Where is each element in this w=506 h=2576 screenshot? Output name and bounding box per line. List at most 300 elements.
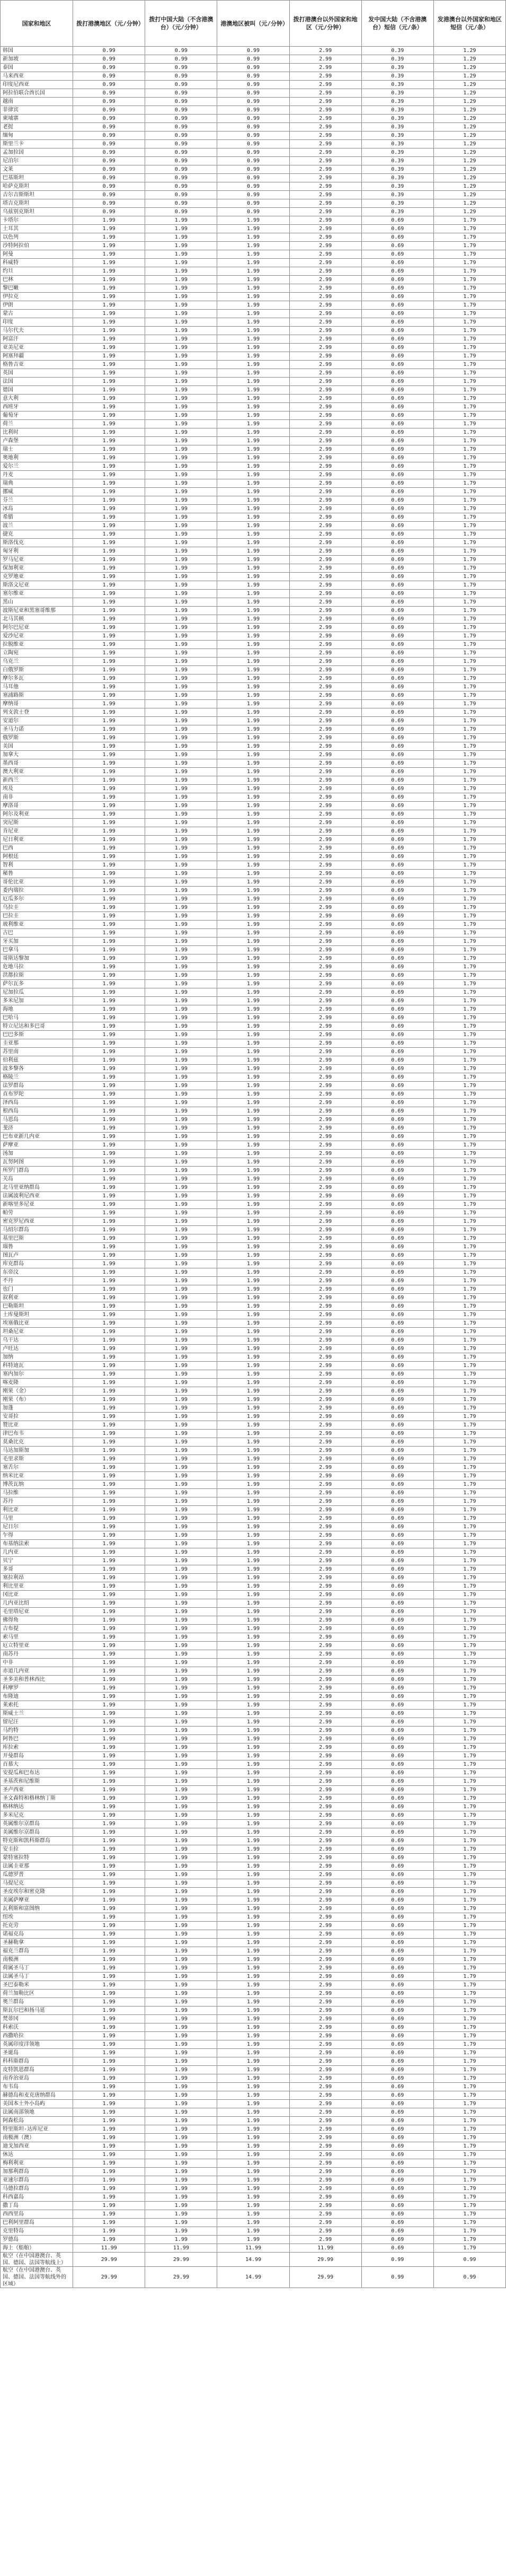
sms-other-countries-cell: 1.79 <box>433 445 505 454</box>
call-other-countries-cell: 2.99 <box>289 2015 361 2023</box>
sms-other-countries-cell: 1.79 <box>433 1523 505 1531</box>
call-other-countries-cell: 2.99 <box>289 1464 361 1472</box>
call-hk-macau-cell: 1.99 <box>73 1285 145 1294</box>
call-mainland-cell: 1.99 <box>145 488 217 496</box>
call-other-countries-cell: 2.99 <box>289 971 361 980</box>
call-mainland-cell: 1.99 <box>145 1837 217 1845</box>
sms-other-countries-cell: 1.79 <box>433 1871 505 1879</box>
region-name-cell: 美属萨摩亚 <box>1 1896 73 1905</box>
incoming-hk-macau-cell: 1.99 <box>217 1964 289 1973</box>
region-name-cell: 帕劳 <box>1 1209 73 1217</box>
region-name-cell: 乌克兰 <box>1 658 73 666</box>
sms-mainland-cell: 0.69 <box>361 1201 433 1209</box>
incoming-hk-macau-cell: 1.99 <box>217 1701 289 1710</box>
sms-mainland-cell: 0.69 <box>361 624 433 632</box>
region-name-cell: 也门 <box>1 1285 73 1294</box>
call-mainland-cell: 1.99 <box>145 1379 217 1387</box>
call-other-countries-cell: 2.99 <box>289 123 361 132</box>
sms-other-countries-cell: 1.79 <box>433 1845 505 1854</box>
call-hk-macau-cell: 1.99 <box>73 2193 145 2202</box>
call-other-countries-cell: 2.99 <box>289 768 361 776</box>
call-hk-macau-cell: 1.99 <box>73 1514 145 1523</box>
call-other-countries-cell: 2.99 <box>289 2185 361 2193</box>
call-hk-macau-cell: 1.99 <box>73 581 145 590</box>
region-name-cell: 几内亚比绍 <box>1 1599 73 1608</box>
sms-other-countries-cell: 1.79 <box>433 641 505 649</box>
call-mainland-cell: 1.99 <box>145 1430 217 1438</box>
table-row <box>1 1871 506 1879</box>
incoming-hk-macau-cell: 1.99 <box>217 1769 289 1777</box>
call-mainland-cell: 0.99 <box>145 140 217 148</box>
call-mainland-cell: 1.99 <box>145 1073 217 1082</box>
call-other-countries-cell: 2.99 <box>289 997 361 1005</box>
call-other-countries-cell: 2.99 <box>289 1871 361 1879</box>
sms-other-countries-cell: 1.79 <box>433 564 505 573</box>
incoming-hk-macau-cell: 1.99 <box>217 870 289 878</box>
call-mainland-cell: 1.99 <box>145 1489 217 1497</box>
table-row <box>1 1769 506 1777</box>
sms-other-countries-cell: 1.79 <box>433 1311 505 1319</box>
call-other-countries-cell: 2.99 <box>289 666 361 674</box>
sms-other-countries-cell: 1.79 <box>433 887 505 895</box>
region-name-cell: 巴基斯坦 <box>1 174 73 182</box>
incoming-hk-macau-cell: 1.99 <box>217 505 289 513</box>
sms-mainland-cell: 0.69 <box>361 2083 433 2091</box>
sms-other-countries-cell: 1.79 <box>433 318 505 327</box>
region-name-cell: 汤加 <box>1 1150 73 1158</box>
call-other-countries-cell: 2.99 <box>289 1116 361 1124</box>
table-row <box>1 1930 506 1939</box>
call-mainland-cell: 1.99 <box>145 2091 217 2100</box>
call-mainland-cell: 1.99 <box>145 827 217 836</box>
call-other-countries-cell: 2.99 <box>289 1879 361 1888</box>
region-name-cell: 阿根廷 <box>1 853 73 861</box>
sms-mainland-cell: 0.39 <box>361 182 433 191</box>
call-other-countries-cell: 2.99 <box>289 802 361 810</box>
region-name-cell: 英属印度洋领地 <box>1 2040 73 2049</box>
table-row <box>1 836 506 844</box>
sms-other-countries-cell: 1.79 <box>433 1319 505 1328</box>
call-other-countries-cell: 2.99 <box>289 1523 361 1531</box>
table-row <box>1 1497 506 1506</box>
sms-other-countries-cell: 1.79 <box>433 1659 505 1667</box>
sms-mainland-cell: 0.69 <box>361 2040 433 2049</box>
table-row <box>1 734 506 742</box>
call-other-countries-cell: 2.99 <box>289 174 361 182</box>
sms-other-countries-cell: 1.79 <box>433 666 505 674</box>
call-other-countries-cell: 2.99 <box>289 216 361 225</box>
region-name-cell: 开曼群岛 <box>1 1752 73 1760</box>
sms-mainland-cell: 0.69 <box>361 1684 433 1693</box>
call-other-countries-cell: 2.99 <box>289 1124 361 1133</box>
table-row <box>1 284 506 293</box>
table-row <box>1 1608 506 1616</box>
table-row <box>1 471 506 479</box>
sms-other-countries-cell: 1.79 <box>433 1540 505 1548</box>
call-hk-macau-cell: 1.99 <box>73 1099 145 1107</box>
region-name-cell: 瑙鲁 <box>1 1243 73 1251</box>
incoming-hk-macau-cell: 0.99 <box>217 148 289 157</box>
sms-mainland-cell: 0.39 <box>361 208 433 216</box>
incoming-hk-macau-cell: 1.99 <box>217 1421 289 1430</box>
call-mainland-cell: 1.99 <box>145 921 217 929</box>
table-row <box>1 1404 506 1413</box>
sms-other-countries-cell: 1.79 <box>433 1277 505 1285</box>
table-row <box>1 140 506 148</box>
sms-mainland-cell: 0.69 <box>361 2159 433 2168</box>
incoming-hk-macau-cell: 1.99 <box>217 2007 289 2015</box>
call-other-countries-cell: 2.99 <box>289 1362 361 1370</box>
table-row <box>1 2091 506 2100</box>
call-other-countries-cell: 2.99 <box>289 887 361 895</box>
call-other-countries-cell: 2.99 <box>289 1913 361 1922</box>
call-mainland-cell: 1.99 <box>145 776 217 785</box>
call-other-countries-cell: 2.99 <box>289 445 361 454</box>
call-hk-macau-cell: 1.99 <box>73 666 145 674</box>
sms-mainland-cell: 0.69 <box>361 522 433 530</box>
sms-other-countries-cell: 1.79 <box>433 971 505 980</box>
call-hk-macau-cell: 1.99 <box>73 1769 145 1777</box>
sms-other-countries-cell: 1.79 <box>433 1192 505 1201</box>
call-other-countries-cell: 2.99 <box>289 1413 361 1421</box>
sms-mainland-cell: 0.69 <box>361 1998 433 2007</box>
region-name-cell: 佛得角 <box>1 1616 73 1625</box>
sms-mainland-cell: 0.39 <box>361 115 433 123</box>
sms-other-countries-cell: 1.79 <box>433 1421 505 1430</box>
sms-mainland-cell: 0.69 <box>361 1905 433 1913</box>
call-hk-macau-cell: 1.99 <box>73 471 145 479</box>
incoming-hk-macau-cell: 1.99 <box>217 573 289 581</box>
call-mainland-cell: 0.99 <box>145 81 217 89</box>
call-mainland-cell: 1.99 <box>145 1243 217 1251</box>
sms-other-countries-cell: 1.79 <box>433 1735 505 1743</box>
incoming-hk-macau-cell: 1.99 <box>217 225 289 233</box>
call-hk-macau-cell: 1.99 <box>73 522 145 530</box>
call-other-countries-cell: 2.99 <box>289 1048 361 1056</box>
call-mainland-cell: 1.99 <box>145 1905 217 1913</box>
region-name-cell: 突尼斯 <box>1 819 73 827</box>
sms-other-countries-cell: 1.79 <box>433 997 505 1005</box>
call-mainland-cell: 1.99 <box>145 1557 217 1565</box>
sms-mainland-cell: 0.69 <box>361 1888 433 1896</box>
region-name-cell: 阿曼 <box>1 250 73 259</box>
region-name-cell: 斯洛文尼亚 <box>1 581 73 590</box>
sms-other-countries-cell: 1.79 <box>433 301 505 310</box>
region-name-cell: 意大利 <box>1 395 73 403</box>
call-mainland-cell: 1.99 <box>145 1201 217 1209</box>
call-mainland-cell: 1.99 <box>145 1404 217 1413</box>
table-row <box>1 259 506 267</box>
call-mainland-cell: 1.99 <box>145 2193 217 2202</box>
sms-mainland-cell: 0.69 <box>361 539 433 547</box>
region-name-cell: 乌拉圭 <box>1 904 73 912</box>
sms-other-countries-cell: 1.79 <box>433 912 505 921</box>
call-hk-macau-cell: 1.99 <box>73 276 145 284</box>
region-name-cell: 多米尼加 <box>1 997 73 1005</box>
incoming-hk-macau-cell: 1.99 <box>217 946 289 954</box>
call-mainland-cell: 1.99 <box>145 836 217 844</box>
sms-mainland-cell: 0.69 <box>361 836 433 844</box>
call-mainland-cell: 1.99 <box>145 700 217 708</box>
sms-other-countries-cell: 1.79 <box>433 2219 505 2227</box>
region-name-cell: 南苏丹 <box>1 1650 73 1659</box>
table-row <box>1 624 506 632</box>
call-hk-macau-cell: 1.99 <box>73 369 145 378</box>
incoming-hk-macau-cell: 1.99 <box>217 615 289 624</box>
region-name-cell: 巴利阿里群岛 <box>1 2219 73 2227</box>
call-hk-macau-cell: 1.99 <box>73 1336 145 1345</box>
sms-other-countries-cell: 1.79 <box>433 1625 505 1633</box>
table-row <box>1 1387 506 1396</box>
call-hk-macau-cell: 1.99 <box>73 310 145 318</box>
sms-other-countries-cell: 1.29 <box>433 115 505 123</box>
table-row <box>1 1455 506 1464</box>
call-mainland-cell: 1.99 <box>145 250 217 259</box>
region-name-cell: 卢旺达 <box>1 1345 73 1353</box>
call-mainland-cell: 1.99 <box>145 1633 217 1642</box>
table-row <box>1 598 506 607</box>
sms-other-countries-cell: 1.79 <box>433 369 505 378</box>
call-mainland-cell: 1.99 <box>145 2185 217 2193</box>
region-name-cell: 圣卢西亚 <box>1 1786 73 1794</box>
sms-mainland-cell: 0.39 <box>361 165 433 174</box>
call-other-countries-cell: 2.99 <box>289 395 361 403</box>
sms-other-countries-cell: 1.79 <box>433 1362 505 1370</box>
sms-other-countries-cell: 1.79 <box>433 2032 505 2040</box>
region-name-cell: 卡塔尔 <box>1 216 73 225</box>
call-mainland-cell: 1.99 <box>145 1777 217 1786</box>
region-name-cell: 哥伦比亚 <box>1 878 73 887</box>
call-hk-macau-cell: 1.99 <box>73 1811 145 1820</box>
call-hk-macau-cell: 1.99 <box>73 853 145 861</box>
call-other-countries-cell: 2.99 <box>289 2083 361 2091</box>
call-mainland-cell: 1.99 <box>145 327 217 335</box>
incoming-hk-macau-cell: 1.99 <box>217 556 289 564</box>
incoming-hk-macau-cell: 1.99 <box>217 259 289 267</box>
region-name-cell: 蒙古 <box>1 310 73 318</box>
call-other-countries-cell: 2.99 <box>289 1472 361 1480</box>
call-hk-macau-cell: 1.99 <box>73 1710 145 1718</box>
call-other-countries-cell: 2.99 <box>289 1599 361 1608</box>
call-other-countries-cell: 2.99 <box>289 1701 361 1710</box>
sms-mainland-cell: 0.69 <box>361 878 433 887</box>
sms-other-countries-cell: 1.79 <box>433 954 505 963</box>
incoming-hk-macau-cell: 1.99 <box>217 1302 289 1311</box>
call-mainland-cell: 1.99 <box>145 1268 217 1277</box>
region-name-cell: 古巴 <box>1 929 73 937</box>
region-name-cell: 吉尔吉斯斯坦 <box>1 191 73 199</box>
sms-mainland-cell: 0.69 <box>361 352 433 361</box>
incoming-hk-macau-cell: 1.99 <box>217 1311 289 1319</box>
sms-other-countries-cell: 1.79 <box>433 1786 505 1794</box>
call-mainland-cell: 1.99 <box>145 1514 217 1523</box>
sms-other-countries-cell: 1.79 <box>433 378 505 386</box>
call-other-countries-cell: 2.99 <box>289 658 361 666</box>
call-hk-macau-cell: 1.99 <box>73 590 145 598</box>
sms-mainland-cell: 0.69 <box>361 912 433 921</box>
call-mainland-cell: 1.99 <box>145 1251 217 1260</box>
table-row <box>1 148 506 157</box>
sms-other-countries-cell: 1.79 <box>433 1090 505 1099</box>
call-hk-macau-cell: 1.99 <box>73 1489 145 1497</box>
incoming-hk-macau-cell: 1.99 <box>217 1591 289 1599</box>
call-other-countries-cell: 2.99 <box>289 980 361 988</box>
call-other-countries-cell: 29.99 <box>289 2253 361 2267</box>
incoming-hk-macau-cell: 1.99 <box>217 1167 289 1175</box>
call-hk-macau-cell: 1.99 <box>73 1531 145 1540</box>
call-hk-macau-cell: 1.99 <box>73 1998 145 2007</box>
call-mainland-cell: 1.99 <box>145 581 217 590</box>
incoming-hk-macau-cell: 1.99 <box>217 378 289 386</box>
region-name-cell: 丹麦 <box>1 471 73 479</box>
call-hk-macau-cell: 1.99 <box>73 1879 145 1888</box>
table-row <box>1 55 506 64</box>
call-hk-macau-cell: 1.99 <box>73 496 145 505</box>
call-hk-macau-cell: 1.99 <box>73 2185 145 2193</box>
call-other-countries-cell: 2.99 <box>289 98 361 106</box>
incoming-hk-macau-cell: 1.99 <box>217 1777 289 1786</box>
table-row <box>1 844 506 853</box>
sms-mainland-cell: 0.69 <box>361 2015 433 2023</box>
region-name-cell: 南极洲 <box>1 1956 73 1964</box>
sms-mainland-cell: 0.69 <box>361 1548 433 1557</box>
table-row <box>1 89 506 98</box>
call-other-countries-cell: 2.99 <box>289 1718 361 1727</box>
sms-mainland-cell: 0.69 <box>361 1811 433 1820</box>
sms-mainland-cell: 0.69 <box>361 1913 433 1922</box>
call-hk-macau-cell: 1.99 <box>73 1828 145 1837</box>
table-row <box>1 759 506 768</box>
region-name-cell: 波兰 <box>1 522 73 530</box>
sms-mainland-cell: 0.69 <box>361 776 433 785</box>
sms-mainland-cell: 0.69 <box>361 666 433 674</box>
call-other-countries-cell: 2.99 <box>289 1896 361 1905</box>
region-name-cell: 关岛 <box>1 1175 73 1184</box>
call-other-countries-cell: 2.99 <box>289 725 361 734</box>
table-row <box>1 1124 506 1133</box>
sms-mainland-cell: 0.69 <box>361 1786 433 1794</box>
call-other-countries-cell: 2.99 <box>289 810 361 819</box>
column-header-call-hk-macau: 拨打港澳地区（元/分钟） <box>73 1 145 47</box>
call-other-countries-cell: 2.99 <box>289 853 361 861</box>
call-mainland-cell: 1.99 <box>145 573 217 581</box>
call-hk-macau-cell: 1.99 <box>73 2236 145 2244</box>
call-other-countries-cell: 2.99 <box>289 1073 361 1082</box>
call-mainland-cell: 1.99 <box>145 1616 217 1625</box>
call-other-countries-cell: 2.99 <box>289 1786 361 1794</box>
incoming-hk-macau-cell: 1.99 <box>217 1294 289 1302</box>
call-hk-macau-cell: 1.99 <box>73 267 145 276</box>
table-row <box>1 802 506 810</box>
table-row <box>1 768 506 776</box>
call-hk-macau-cell: 1.99 <box>73 759 145 768</box>
table-row <box>1 1514 506 1523</box>
region-name-cell: 乍得 <box>1 1531 73 1540</box>
table-row <box>1 1710 506 1718</box>
call-hk-macau-cell: 1.99 <box>73 2151 145 2159</box>
call-mainland-cell: 1.99 <box>145 1124 217 1133</box>
incoming-hk-macau-cell: 1.99 <box>217 1879 289 1888</box>
sms-mainland-cell: 0.69 <box>361 437 433 445</box>
call-hk-macau-cell: 1.99 <box>73 1370 145 1379</box>
table-row <box>1 1981 506 1990</box>
call-hk-macau-cell: 1.99 <box>73 1616 145 1625</box>
table-row <box>1 522 506 530</box>
call-mainland-cell: 1.99 <box>145 1845 217 1854</box>
call-mainland-cell: 1.99 <box>145 1676 217 1684</box>
call-hk-macau-cell: 1.99 <box>73 1760 145 1769</box>
incoming-hk-macau-cell: 1.99 <box>217 1201 289 1209</box>
table-row <box>1 1939 506 1947</box>
call-mainland-cell: 1.99 <box>145 1710 217 1718</box>
incoming-hk-macau-cell: 1.99 <box>217 1845 289 1854</box>
call-hk-macau-cell: 1.99 <box>73 1056 145 1065</box>
call-hk-macau-cell: 1.99 <box>73 1234 145 1243</box>
call-mainland-cell: 1.99 <box>145 564 217 573</box>
call-mainland-cell: 1.99 <box>145 1048 217 1056</box>
incoming-hk-macau-cell: 1.99 <box>217 1506 289 1514</box>
call-other-countries-cell: 2.99 <box>289 827 361 836</box>
table-row <box>1 1319 506 1328</box>
call-mainland-cell: 1.99 <box>145 1226 217 1234</box>
sms-other-countries-cell: 1.79 <box>433 1973 505 1981</box>
sms-mainland-cell: 0.69 <box>361 1633 433 1642</box>
call-hk-macau-cell: 1.99 <box>73 1082 145 1090</box>
sms-mainland-cell: 0.69 <box>361 590 433 598</box>
incoming-hk-macau-cell: 1.99 <box>217 1243 289 1251</box>
table-row <box>1 2015 506 2023</box>
call-hk-macau-cell: 1.99 <box>73 1455 145 1464</box>
incoming-hk-macau-cell: 1.99 <box>217 1540 289 1548</box>
call-other-countries-cell: 2.99 <box>289 573 361 581</box>
call-mainland-cell: 1.99 <box>145 403 217 411</box>
region-name-cell: 苏丹 <box>1 1497 73 1506</box>
call-hk-macau-cell: 1.99 <box>73 352 145 361</box>
call-mainland-cell: 1.99 <box>145 2066 217 2074</box>
table-row <box>1 632 506 641</box>
sms-other-countries-cell: 1.79 <box>433 411 505 420</box>
sms-other-countries-cell: 1.79 <box>433 1922 505 1930</box>
call-other-countries-cell: 2.99 <box>289 505 361 513</box>
call-other-countries-cell: 2.99 <box>289 344 361 352</box>
sms-other-countries-cell: 1.29 <box>433 148 505 157</box>
sms-mainland-cell: 0.69 <box>361 827 433 836</box>
call-mainland-cell: 1.99 <box>145 1701 217 1710</box>
incoming-hk-macau-cell: 11.99 <box>217 2244 289 2253</box>
region-name-cell: 赫德岛和麦克唐纳群岛 <box>1 2091 73 2100</box>
sms-mainland-cell: 0.69 <box>361 1056 433 1065</box>
table-row <box>1 921 506 929</box>
call-hk-macau-cell: 1.99 <box>73 2125 145 2134</box>
call-mainland-cell: 0.99 <box>145 123 217 132</box>
call-mainland-cell: 1.99 <box>145 2168 217 2176</box>
call-mainland-cell: 1.99 <box>145 683 217 691</box>
table-row <box>1 1599 506 1608</box>
call-mainland-cell: 1.99 <box>145 2040 217 2049</box>
call-other-countries-cell: 2.99 <box>289 191 361 199</box>
table-row <box>1 1973 506 1981</box>
sms-other-countries-cell: 1.29 <box>433 123 505 132</box>
incoming-hk-macau-cell: 1.99 <box>217 1268 289 1277</box>
call-other-countries-cell: 2.99 <box>289 488 361 496</box>
region-name-cell: 巴拿马 <box>1 946 73 954</box>
sms-mainland-cell: 0.69 <box>361 276 433 284</box>
sms-other-countries-cell: 1.79 <box>433 2040 505 2049</box>
table-row <box>1 293 506 301</box>
sms-mainland-cell: 0.69 <box>361 403 433 411</box>
call-hk-macau-cell: 1.99 <box>73 539 145 547</box>
table-row <box>1 1718 506 1727</box>
